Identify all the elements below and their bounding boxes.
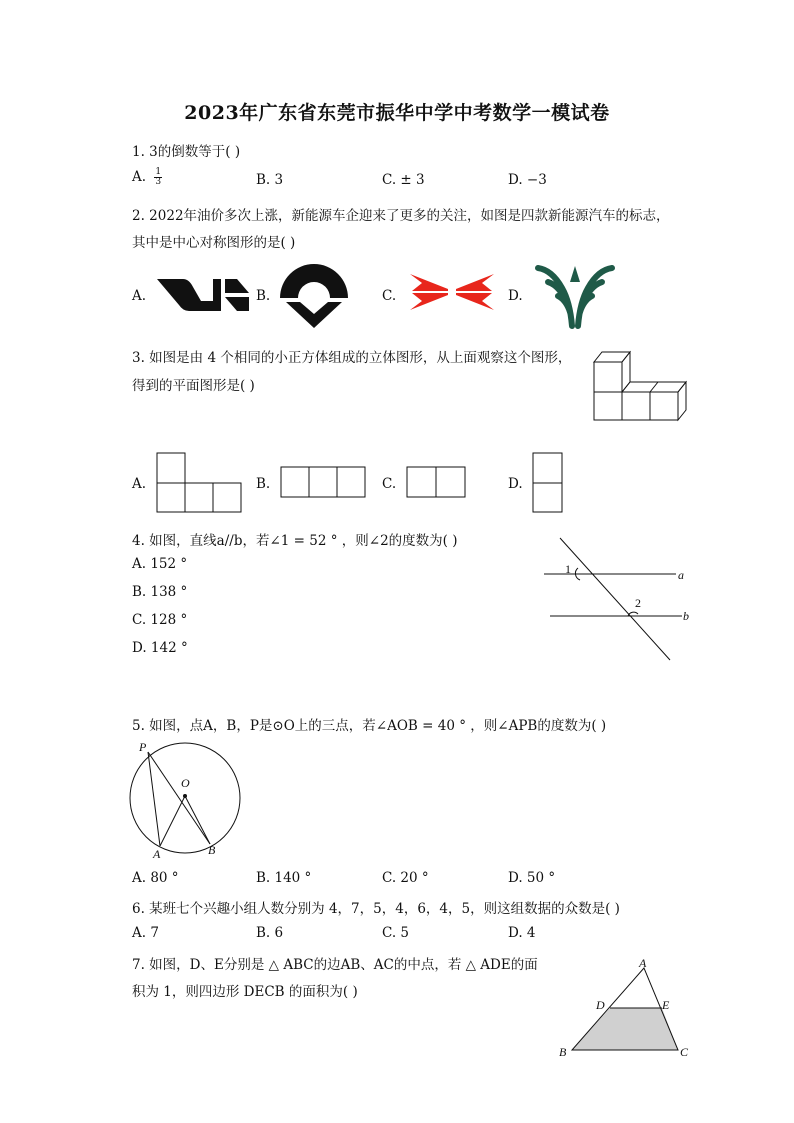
angle-1-label: 1 (565, 562, 571, 576)
q5-option-a[interactable]: A. 80 ° (132, 870, 179, 886)
point-p-label: P (139, 740, 147, 754)
q3-option-a-grid (156, 452, 244, 514)
q1-fraction-numerator: 1 (155, 167, 162, 177)
q1-option-b[interactable]: B. 3 (256, 172, 284, 188)
logo-a-icon (155, 275, 251, 315)
q2-option-d[interactable]: D. (508, 288, 523, 304)
q3-option-d-grid (532, 452, 566, 514)
q4-option-d[interactable]: D. 142 ° (132, 640, 188, 656)
q5-option-d[interactable]: D. 50 ° (508, 870, 556, 886)
q1-option-c[interactable]: C. ± 3 (382, 172, 425, 188)
q3-option-c-grid (406, 466, 468, 500)
q6-option-b[interactable]: B. 6 (256, 925, 284, 941)
q5-option-b[interactable]: B. 140 ° (256, 870, 312, 886)
q3-option-b[interactable]: B. (256, 476, 271, 492)
triangle-vertex-b-label: B (559, 1045, 567, 1059)
parallel-lines-figure (540, 536, 700, 666)
logo-c-icon (408, 272, 496, 312)
q6-option-c[interactable]: C. 5 (382, 925, 410, 941)
q5-option-c[interactable]: C. 20 ° (382, 870, 429, 886)
q1-option-d[interactable]: D. −3 (508, 172, 547, 188)
question-1-text: 1. 3的倒数等于( ) (132, 144, 241, 160)
q4-option-c[interactable]: C. 128 ° (132, 612, 188, 628)
question-7-line-1: 7. 如图，D、E分别是 △ ABC的边AB、AC的中点，若 △ ADE的面 (132, 957, 538, 973)
question-4-text: 4. 如图，直线a//b，若∠1 = 52 ° ，则∠2的度数为( ) (132, 533, 458, 549)
triangle-figure (560, 960, 690, 1060)
question-2-line-1: 2. 2022年油价多次上涨，新能源车企迎来了更多的关注，如图是四款新能源汽车的标志， (132, 208, 670, 224)
q1-option-a[interactable] (132, 168, 162, 187)
q6-option-d[interactable]: D. 4 (508, 925, 536, 941)
logo-b-icon (278, 262, 350, 330)
question-3-line-1: 3. 如图是由 4 个相同的小正方体组成的立体图形，从上面观察这个图形， (132, 350, 572, 366)
question-2-line-2: 其中是中心对称图形的是( ) (132, 235, 296, 251)
question-5-text: 5. 如图，点A，B，P是⊙O上的三点，若∠AOB = 40 ° ，则∠APB的度数为( ) (132, 718, 607, 734)
angle-2-label: 2 (635, 596, 641, 610)
triangle-vertex-c-label: C (680, 1045, 689, 1059)
q3-option-b-grid (280, 466, 370, 500)
q1-fraction-denominator: 3 (155, 177, 162, 187)
q6-option-a[interactable]: A. 7 (132, 925, 159, 941)
line-a-label: a (678, 568, 684, 582)
cube-solid-figure (590, 350, 692, 424)
point-b-label: B (208, 843, 216, 857)
q3-option-c[interactable]: C. (382, 476, 397, 492)
page-title: 2023年广东省东莞市振华中学中考数学一模试卷 (184, 102, 610, 124)
q2-option-a[interactable]: A. (132, 288, 147, 304)
shaded-quadrilateral-decb (572, 1008, 678, 1050)
midpoint-d-label: D (596, 998, 605, 1012)
q3-option-d[interactable]: D. (508, 476, 523, 492)
transversal-line (560, 538, 670, 660)
logo-d-icon (532, 262, 618, 330)
q1-option-a-label: A. (132, 169, 147, 185)
q4-option-a[interactable]: A. 152 ° (132, 556, 188, 572)
question-7-line-2: 积为 1，则四边形 DECB 的面积为( ) (132, 984, 358, 1000)
q3-option-a[interactable]: A. (132, 476, 147, 492)
question-6-text: 6. 某班七个兴趣小组人数分别为 4，7，5，4，6，4，5，则这组数据的众数是( ) (132, 901, 620, 917)
q2-option-c[interactable]: C. (382, 288, 397, 304)
line-b-label: b (683, 609, 689, 623)
midpoint-e-label: E (662, 998, 670, 1012)
point-o-label: O (181, 776, 190, 790)
triangle-vertex-a-label: A (639, 956, 647, 970)
q4-option-b[interactable]: B. 138 ° (132, 584, 188, 600)
point-a-label: A (153, 847, 161, 861)
q1-fraction (154, 168, 162, 187)
circle-figure (126, 740, 246, 860)
question-3-line-2: 得到的平面图形是( ) (132, 378, 255, 394)
q2-option-b[interactable]: B. (256, 288, 271, 304)
